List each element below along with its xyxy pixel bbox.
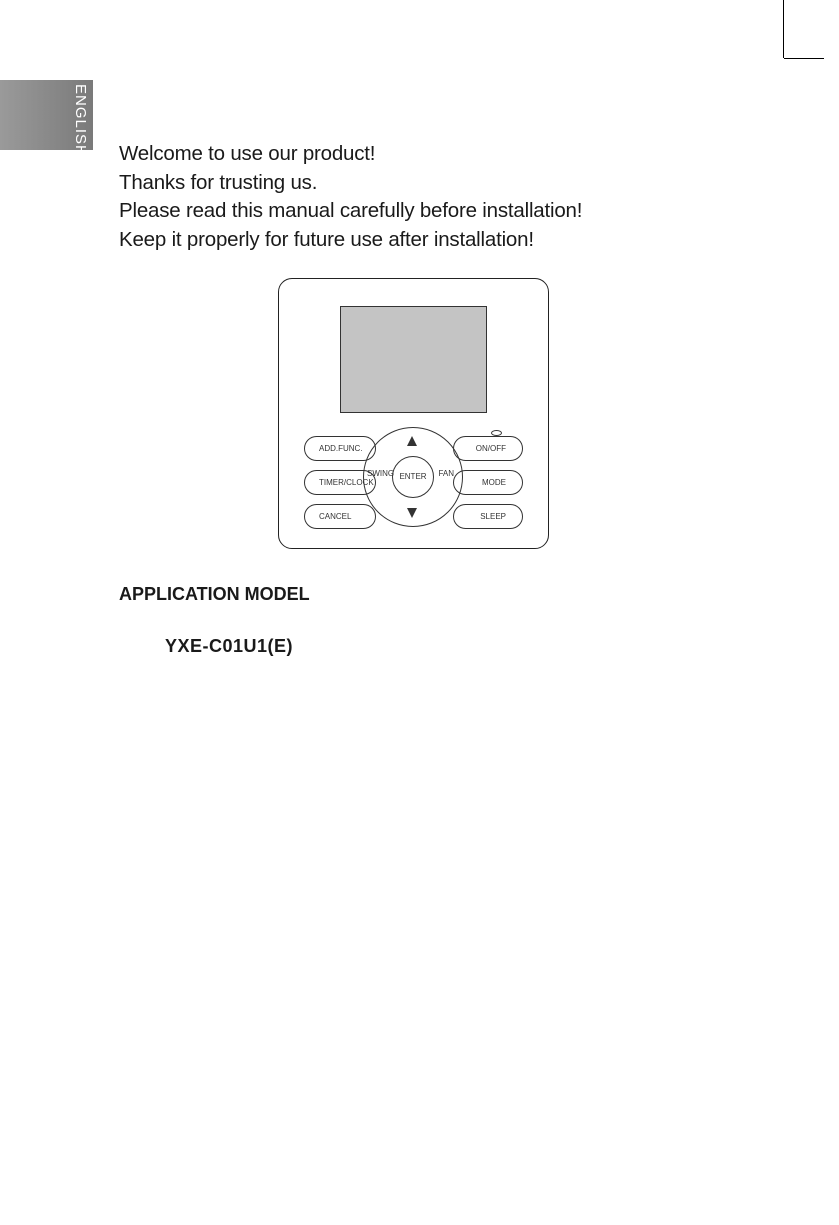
application-model-heading: APPLICATION MODEL (119, 584, 310, 604)
language-tab-label: ENGLISH (72, 84, 89, 157)
language-tab (0, 80, 93, 157)
intro-line: Please read this manual carefully before installation! (119, 199, 583, 222)
add-func-button: ADD.FUNC. (304, 436, 376, 461)
crop-mark-horizontal (784, 58, 824, 59)
timer-clock-button: TIMER/CLOCK (304, 470, 376, 495)
crop-mark-vertical (783, 0, 784, 58)
arrow-up-icon (407, 436, 417, 446)
arrow-down-icon (407, 508, 417, 518)
cancel-button: CANCEL (304, 504, 376, 529)
enter-button: ENTER (392, 456, 434, 498)
swing-button: SWING (367, 469, 395, 478)
intro-line: Welcome to use our product! (119, 142, 376, 165)
sleep-button: SLEEP (453, 504, 523, 529)
lcd-screen (340, 306, 487, 413)
wired-controller-illustration (278, 278, 549, 549)
on-off-button: ON/OFF (453, 436, 523, 461)
direction-pad (363, 427, 463, 527)
fan-button: FAN (438, 469, 454, 478)
intro-text (119, 140, 582, 254)
model-number: YXE-C01U1(E) (165, 636, 294, 656)
intro-line: Keep it properly for future use after installation! (119, 227, 534, 251)
intro-line: Thanks for trusting us. (119, 170, 318, 194)
mode-button: MODE (453, 470, 523, 495)
